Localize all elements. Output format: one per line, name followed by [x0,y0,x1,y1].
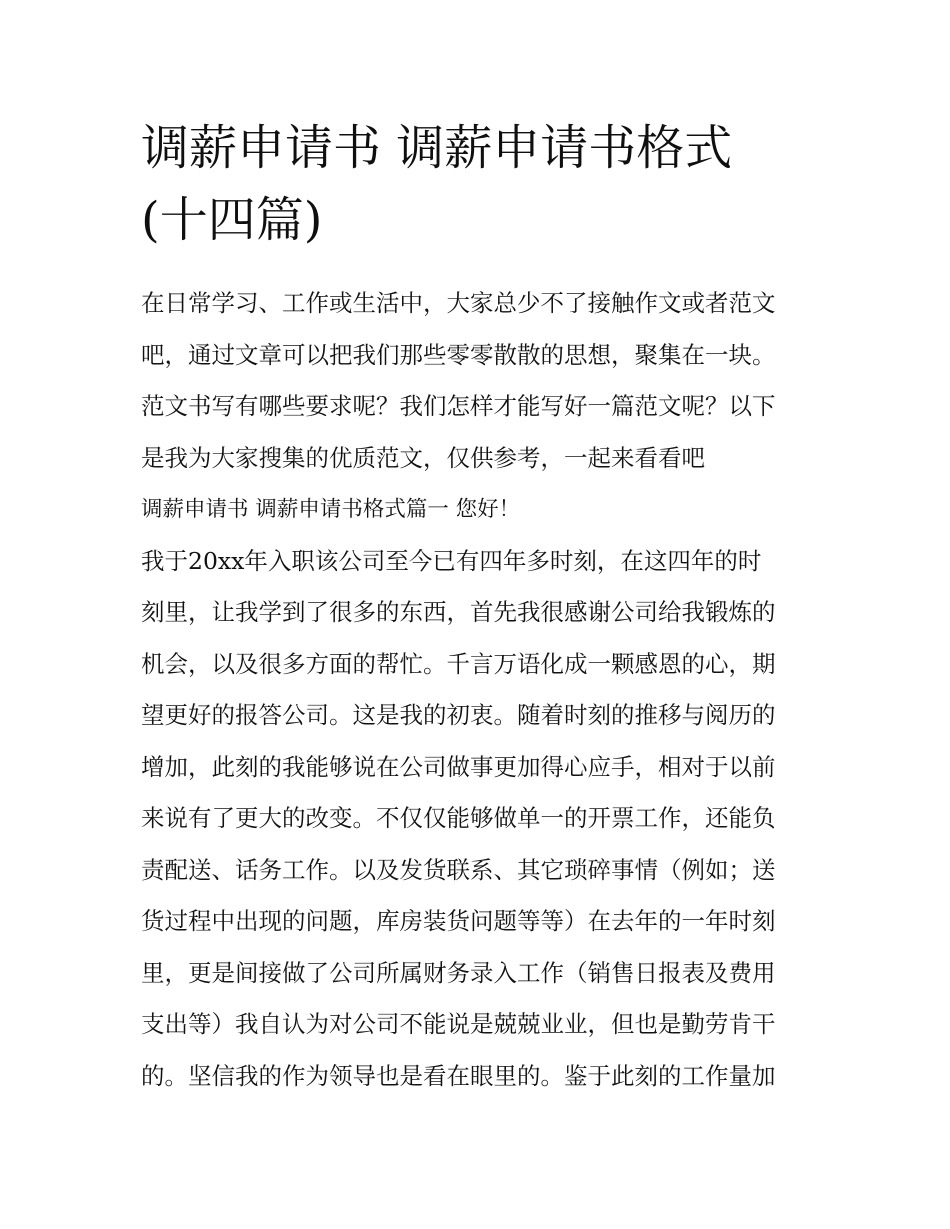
body-line: 支出等）我自认为对公司不能说是兢兢业业，但也是勤劳肯干 [141,1010,776,1038]
body-line: 货过程中出现的问题，库房装货问题等等）在去年的一年时刻 [141,907,776,935]
body-line: 增加，此刻的我能够说在公司做事更加得心应手，相对于以前 [141,752,776,781]
body-line: 望更好的报答公司。这是我的初衷。随着时刻的推移与阅历的 [141,701,776,729]
intro-line: 吧，通过文章可以把我们那些零零散散的思想，聚集在一块。 [141,340,776,369]
intro-line: 在日常学习、工作或生活中，大家总少不了接触作文或者范文 [141,289,776,317]
body-line: 我于20xx年入职该公司至今已有四年多时刻，在这四年的时 [141,546,762,575]
document-content [141,112,813,1102]
title-line-1: 调薪申请书 调薪申请书格式 [141,120,733,176]
intro-line: 是我为大家搜集的优质范文，仅供参考，一起来看看吧 [141,443,705,472]
body-line: 的。坚信我的作为领导也是看在眼里的。鉴于此刻的工作量加 [141,1061,776,1090]
document-title [141,112,781,256]
body-line: 刻里，让我学到了很多的东西，首先我很感谢公司给我锻炼的 [141,598,776,626]
body-line: 责配送、话务工作。以及发货联系、其它琐碎事情（例如；送 [141,855,776,884]
document-body [141,278,813,1102]
intro-line: 范文书写有哪些要求呢？我们怎样才能写好一篇范文呢？以下 [141,392,776,420]
body-line: 里，更是间接做了公司所属财务录入工作（销售日报表及费用 [141,958,776,987]
body-line: 机会，以及很多方面的帮忙。千言万语化成一颗感恩的心，期 [141,649,776,678]
body-line: 来说有了更大的改变。不仅仅能够做单一的开票工作，还能负 [141,804,776,832]
title-line-2: (十四篇) [141,192,323,248]
section-heading: 调薪申请书 调薪申请书格式篇一 您好！ [141,497,521,522]
